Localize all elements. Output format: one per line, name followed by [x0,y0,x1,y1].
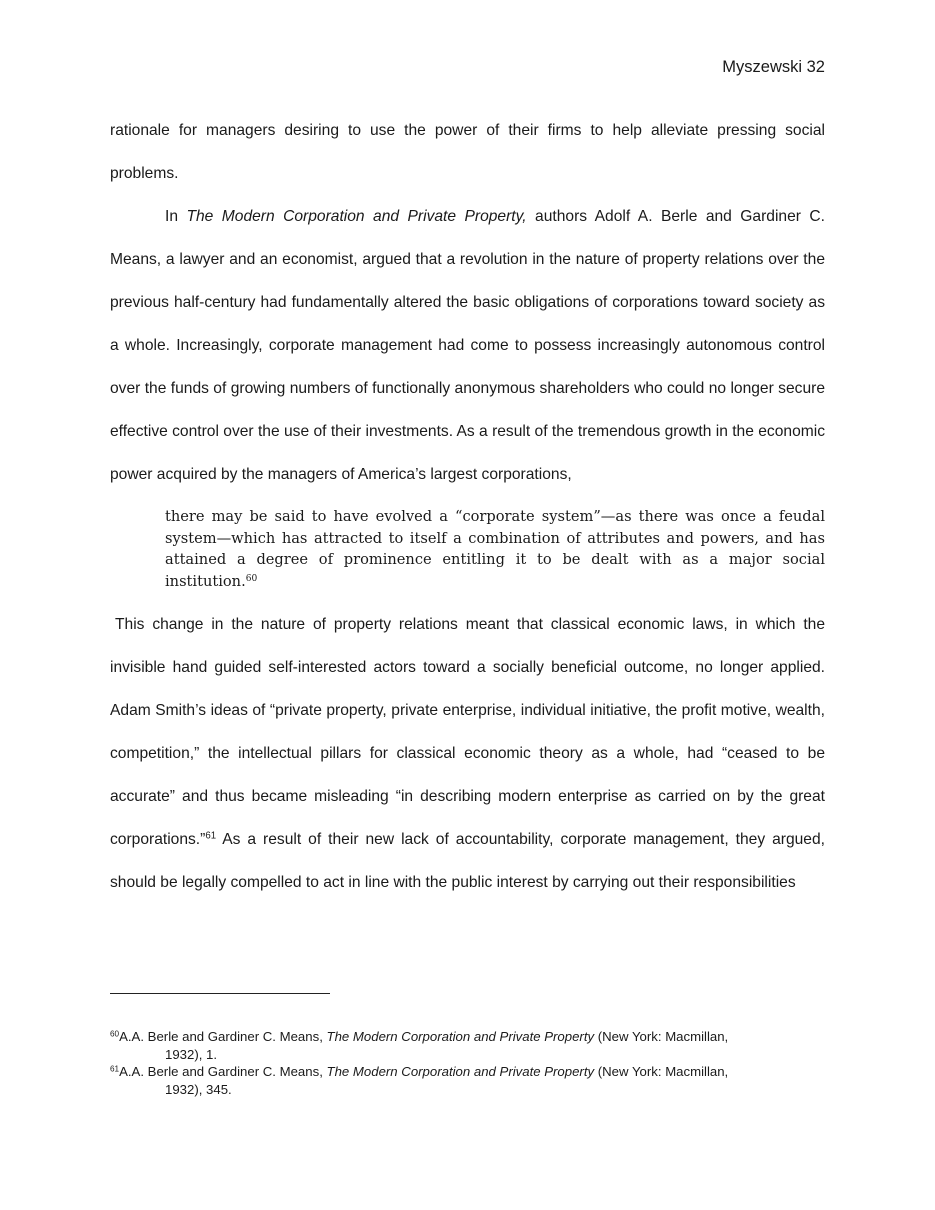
body-text [110,109,825,904]
footnote-text: A.A. Berle and Gardiner C. Means, [119,1029,327,1044]
footnote-61 [110,1063,825,1099]
footnote-60 [110,1028,825,1064]
paragraph-text: In [165,208,187,225]
paragraph-classical-laws [110,603,825,904]
footnote-title: The Modern Corporation and Private Property [326,1029,595,1044]
footnote-number: 61 [110,1064,120,1074]
paragraph-continuation: rationale for managers desiring to use the power of their firms to help alleviate pressing social problems. [110,122,825,182]
book-title: The Modern Corporation and Private Property, [186,208,527,225]
quote-text: there may be said to have evolved a “corporate system”—as there was once a feudal system—which has attracted to itself a combination of attributes and powers, and has attained a degree of prominence entitling it to be dealt with as a major social institution. [165,508,825,590]
footnote-text: (New York: Macmillan, [594,1064,729,1079]
paragraph-berle-means [110,195,825,496]
footnotes [110,1028,825,1098]
footnote-text: (New York: Macmillan, [594,1029,729,1044]
block-quote [165,506,825,592]
paragraph-text: This change in the nature of property relations meant that classical economic laws, in which the invisible hand guided self-interested actors toward a socially beneficial outcome, no longer applied. Adam Smith’s ideas of “private property, private enterprise, individual initiative, the profit motive, wealth, competition,” the intellectual pillars for classical economic theory as a whole, had “ceased to be accurate” and thus became misleading “in describing modern enterprise as carried on by the great corporations.” [110,616,825,848]
footnote-title: The Modern Corporation and Private Property [326,1064,595,1079]
footnote-ref-61[interactable]: 61 [205,830,217,842]
footnote-number: 60 [110,1029,120,1039]
paragraph-text: authors Adolf A. Berle and Gardiner C. Means, a lawyer and an economist, argued that a revolution in the nature of property relations over the previous half-century had fundamentally altered the basic obligations of corporations toward society as a whole. Increasingly, corporate management had come to possess increasingly autonomous control over the funds of growing numbers of functionally anonymous shareholders who could no longer secure effective control over the use of their investments. As a result of the tremendous growth in the economic power acquired by the managers of America’s largest corporations, [110,208,826,483]
paragraph-text: As a result of their new lack of accountability, corporate management, they argued, should be legally compelled to act in line with the public interest by carrying out their responsibilities [110,831,825,891]
footnote-text: A.A. Berle and Gardiner C. Means, [119,1064,327,1079]
footnote-continuation: 1932), 1. [165,1047,218,1062]
running-head: Myszewski 32 [722,58,825,76]
footnote-separator [110,993,330,994]
footnote-ref-60[interactable]: 60 [245,573,258,584]
footnote-continuation: 1932), 345. [165,1082,232,1097]
